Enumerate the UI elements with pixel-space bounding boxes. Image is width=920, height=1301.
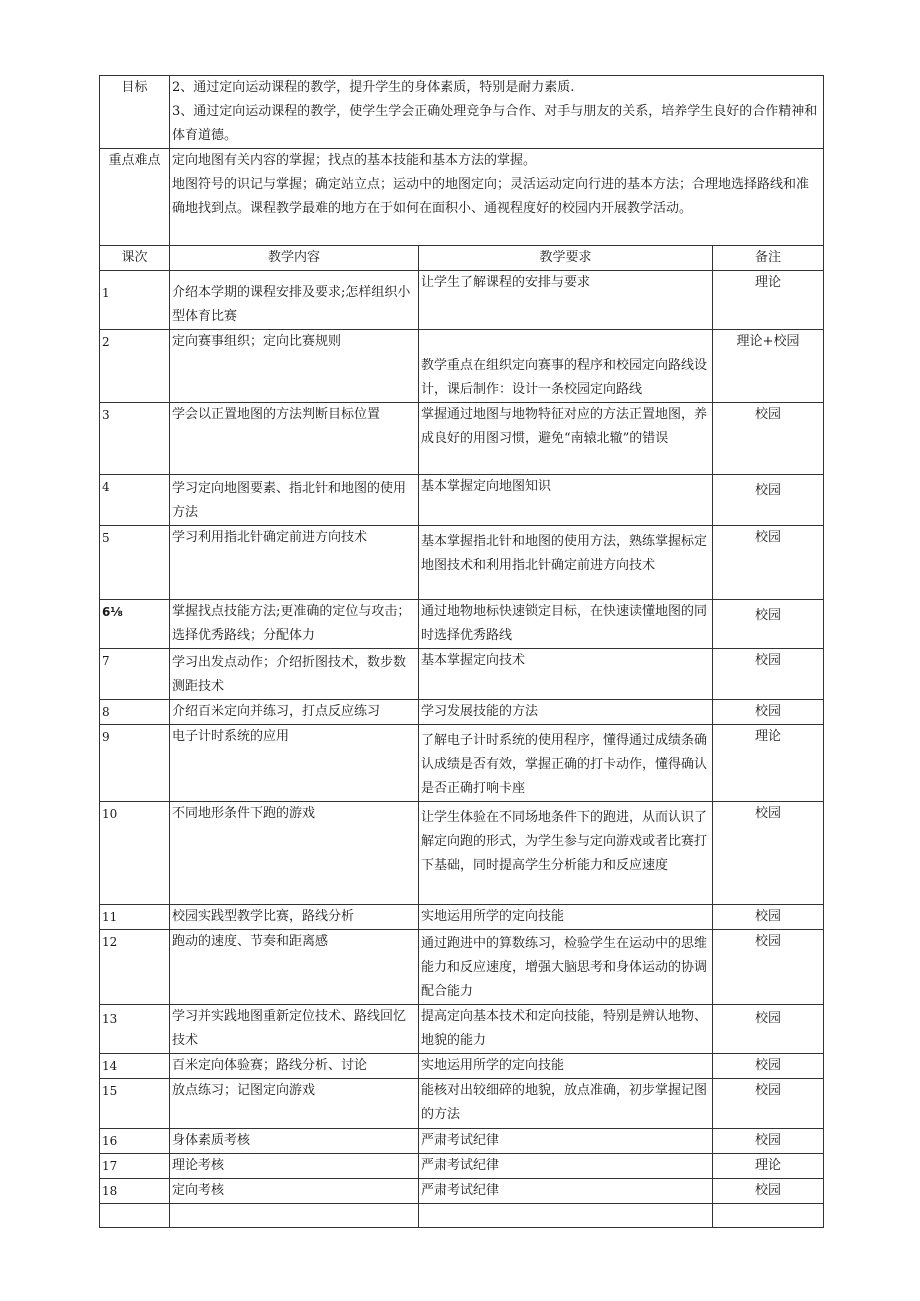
lesson-content: 掌握找点技能方法;更准确的定位与攻击；选择优秀路线；分配体力	[170, 600, 419, 649]
lesson-content: 学习并实践地图重新定位技术、路线回忆技术	[170, 1005, 419, 1054]
lesson-number: 4	[100, 475, 170, 526]
lesson-content: 定向考核	[170, 1179, 419, 1204]
lesson-note: 校园	[713, 403, 824, 475]
table-row	[100, 600, 824, 649]
table-row	[100, 1154, 824, 1179]
lesson-number: 1	[100, 271, 170, 330]
lesson-content: 跑动的速度、节奏和距离感	[170, 930, 419, 1005]
goals-row	[100, 76, 824, 149]
lesson-requirement: 基本掌握定向地图知识	[419, 475, 713, 526]
lesson-requirement: 掌握通过地图与地物特征对应的方法正置地图，养成良好的用图习惯，避免“南辕北辙”的错误	[419, 403, 713, 475]
empty-cell	[170, 1204, 419, 1228]
lesson-content: 定向赛事组织；定向比赛规则	[170, 330, 419, 403]
table-row	[100, 330, 824, 403]
table-row	[100, 802, 824, 905]
lesson-requirement: 实地运用所学的定向技能	[419, 1054, 713, 1079]
lesson-requirement: 严肃考试纪律	[419, 1179, 713, 1204]
lesson-number: 18	[100, 1179, 170, 1204]
lesson-content: 学会以正置地图的方法判断目标位置	[170, 403, 419, 475]
key-points-row	[100, 149, 824, 246]
lesson-content: 介绍本学期的课程安排及要求;怎样组织小型体育比赛	[170, 271, 419, 330]
lesson-number: 3	[100, 403, 170, 475]
empty-cell	[713, 1204, 824, 1228]
table-header-row	[100, 246, 824, 271]
lesson-number: 12	[100, 930, 170, 1005]
lesson-note: 校园	[713, 649, 824, 700]
lesson-note: 校园	[713, 1054, 824, 1079]
lesson-note: 理论	[713, 271, 824, 330]
lesson-requirement: 能核对出较细碎的地貌，放点准确，初步掌握记图的方法	[419, 1079, 713, 1129]
lesson-content: 学习出发点动作；介绍折图技术，数步数测距技术	[170, 649, 419, 700]
lesson-number: 9	[100, 725, 170, 802]
empty-row	[100, 1204, 824, 1228]
lesson-number: 2	[100, 330, 170, 403]
table-row	[100, 271, 824, 330]
header-content: 教学内容	[170, 246, 419, 271]
key-points-content	[170, 149, 824, 246]
lesson-content: 介绍百米定向并练习，打点反应练习	[170, 700, 419, 725]
table-row	[100, 725, 824, 802]
lesson-content: 理论考核	[170, 1154, 419, 1179]
lesson-requirement: 通过跑进中的算数练习，检验学生在运动中的思维能力和反应速度，增强大脑思考和身体运动的协调配合能力	[419, 930, 713, 1005]
lesson-note: 校园	[713, 475, 824, 526]
lesson-note: 理论	[713, 1154, 824, 1179]
lesson-requirement: 严肃考试纪律	[419, 1154, 713, 1179]
table-row	[100, 930, 824, 1005]
lesson-content: 身体素质考核	[170, 1129, 419, 1154]
lesson-requirement: 教学重点在组织定向赛事的程序和校园定向路线设计，课后制作：设计一条校园定向路线	[419, 330, 713, 403]
lesson-requirement: 学习发展技能的方法	[419, 700, 713, 725]
lesson-content: 百米定向体验赛；路线分析、讨论	[170, 1054, 419, 1079]
table-row	[100, 1179, 824, 1204]
lesson-requirement: 实地运用所学的定向技能	[419, 905, 713, 930]
lesson-note: 校园	[713, 700, 824, 725]
table-row	[100, 905, 824, 930]
lesson-note: 校园	[713, 526, 824, 600]
lesson-content: 学习利用指北针确定前进方向技术	[170, 526, 419, 600]
table-row	[100, 403, 824, 475]
lesson-requirement: 了解电子计时系统的使用程序，懂得通过成绩条确认成绩是否有效，掌握正确的打卡动作，懂得确认是否正确打响卡座	[419, 725, 713, 802]
lesson-requirement: 提高定向基本技术和定向技能，特别是辨认地物、地貌的能力	[419, 1005, 713, 1054]
key-points-label: 重点难点	[100, 149, 170, 246]
lesson-note: 校园	[713, 1005, 824, 1054]
lesson-number: 6⅛	[100, 600, 170, 649]
lesson-requirement: 基本掌握定向技术	[419, 649, 713, 700]
goals-line: 3、通过定向运动课程的教学，使学生学会正确处理竞争与合作、对手与朋友的关系，培养学生良好的合作精神和体育道德。	[172, 104, 818, 143]
table-row	[100, 1079, 824, 1129]
lesson-note: 校园	[713, 1129, 824, 1154]
lesson-note: 校园	[713, 600, 824, 649]
lesson-note: 理论	[713, 725, 824, 802]
table-row	[100, 1005, 824, 1054]
key-points-line: 地图符号的识记与掌握；确定站立点；运动中的地图定向；灵活运动定向行进的基本方法；合理地选择路线和准确地找到点。课程教学最难的地方在于如何在面积小、通视程度好的校园内开展教学活动。	[172, 177, 810, 216]
lesson-requirement: 基本掌握指北针和地图的使用方法，熟练掌握标定地图技术和利用指北针确定前进方向技术	[419, 526, 713, 600]
empty-cell	[419, 1204, 713, 1228]
lesson-note: 校园	[713, 905, 824, 930]
course-plan-table	[99, 75, 824, 1228]
lesson-number: 15	[100, 1079, 170, 1129]
lesson-content: 学习定向地图要素、指北针和地图的使用方法	[170, 475, 419, 526]
goals-label: 目标	[100, 76, 170, 149]
lesson-note: 理论+校园	[713, 330, 824, 403]
table-row	[100, 1129, 824, 1154]
lesson-number: 13	[100, 1005, 170, 1054]
table-row	[100, 475, 824, 526]
lesson-content: 校园实践型教学比赛，路线分析	[170, 905, 419, 930]
lesson-number: 17	[100, 1154, 170, 1179]
lesson-number: 14	[100, 1054, 170, 1079]
table-row	[100, 1054, 824, 1079]
lesson-number: 5	[100, 526, 170, 600]
goals-content	[170, 76, 824, 149]
key-points-line: 定向地图有关内容的掌握；找点的基本技能和基本方法的掌握。	[172, 153, 537, 168]
header-note: 备注	[713, 246, 824, 271]
lesson-note: 校园	[713, 1179, 824, 1204]
lesson-requirement: 让学生了解课程的安排与要求	[419, 271, 713, 330]
lesson-note: 校园	[713, 802, 824, 905]
lesson-note: 校园	[713, 930, 824, 1005]
lesson-number: 10	[100, 802, 170, 905]
lesson-content: 放点练习；记图定向游戏	[170, 1079, 419, 1129]
lesson-number: 7	[100, 649, 170, 700]
lesson-requirement: 严肃考试纪律	[419, 1129, 713, 1154]
lesson-number: 11	[100, 905, 170, 930]
lesson-requirement: 通过地物地标快速锁定目标，在快速读懂地图的同时选择优秀路线	[419, 600, 713, 649]
table-row	[100, 526, 824, 600]
empty-cell	[100, 1204, 170, 1228]
lesson-number: 16	[100, 1129, 170, 1154]
lesson-content: 不同地形条件下跑的游戏	[170, 802, 419, 905]
table-row	[100, 700, 824, 725]
header-requirement: 教学要求	[419, 246, 713, 271]
lesson-requirement: 让学生体验在不同场地条件下的跑进，从而认识了解定向跑的形式，为学生参与定向游戏或者比赛打下基础，同时提高学生分析能力和反应速度	[419, 802, 713, 905]
header-lesson: 课次	[100, 246, 170, 271]
lesson-content: 电子计时系统的应用	[170, 725, 419, 802]
lesson-note: 校园	[713, 1079, 824, 1129]
goals-line: 2、通过定向运动课程的教学，提升学生的身体素质，特别是耐力素质.	[172, 80, 575, 95]
lesson-number: 8	[100, 700, 170, 725]
table-row	[100, 649, 824, 700]
